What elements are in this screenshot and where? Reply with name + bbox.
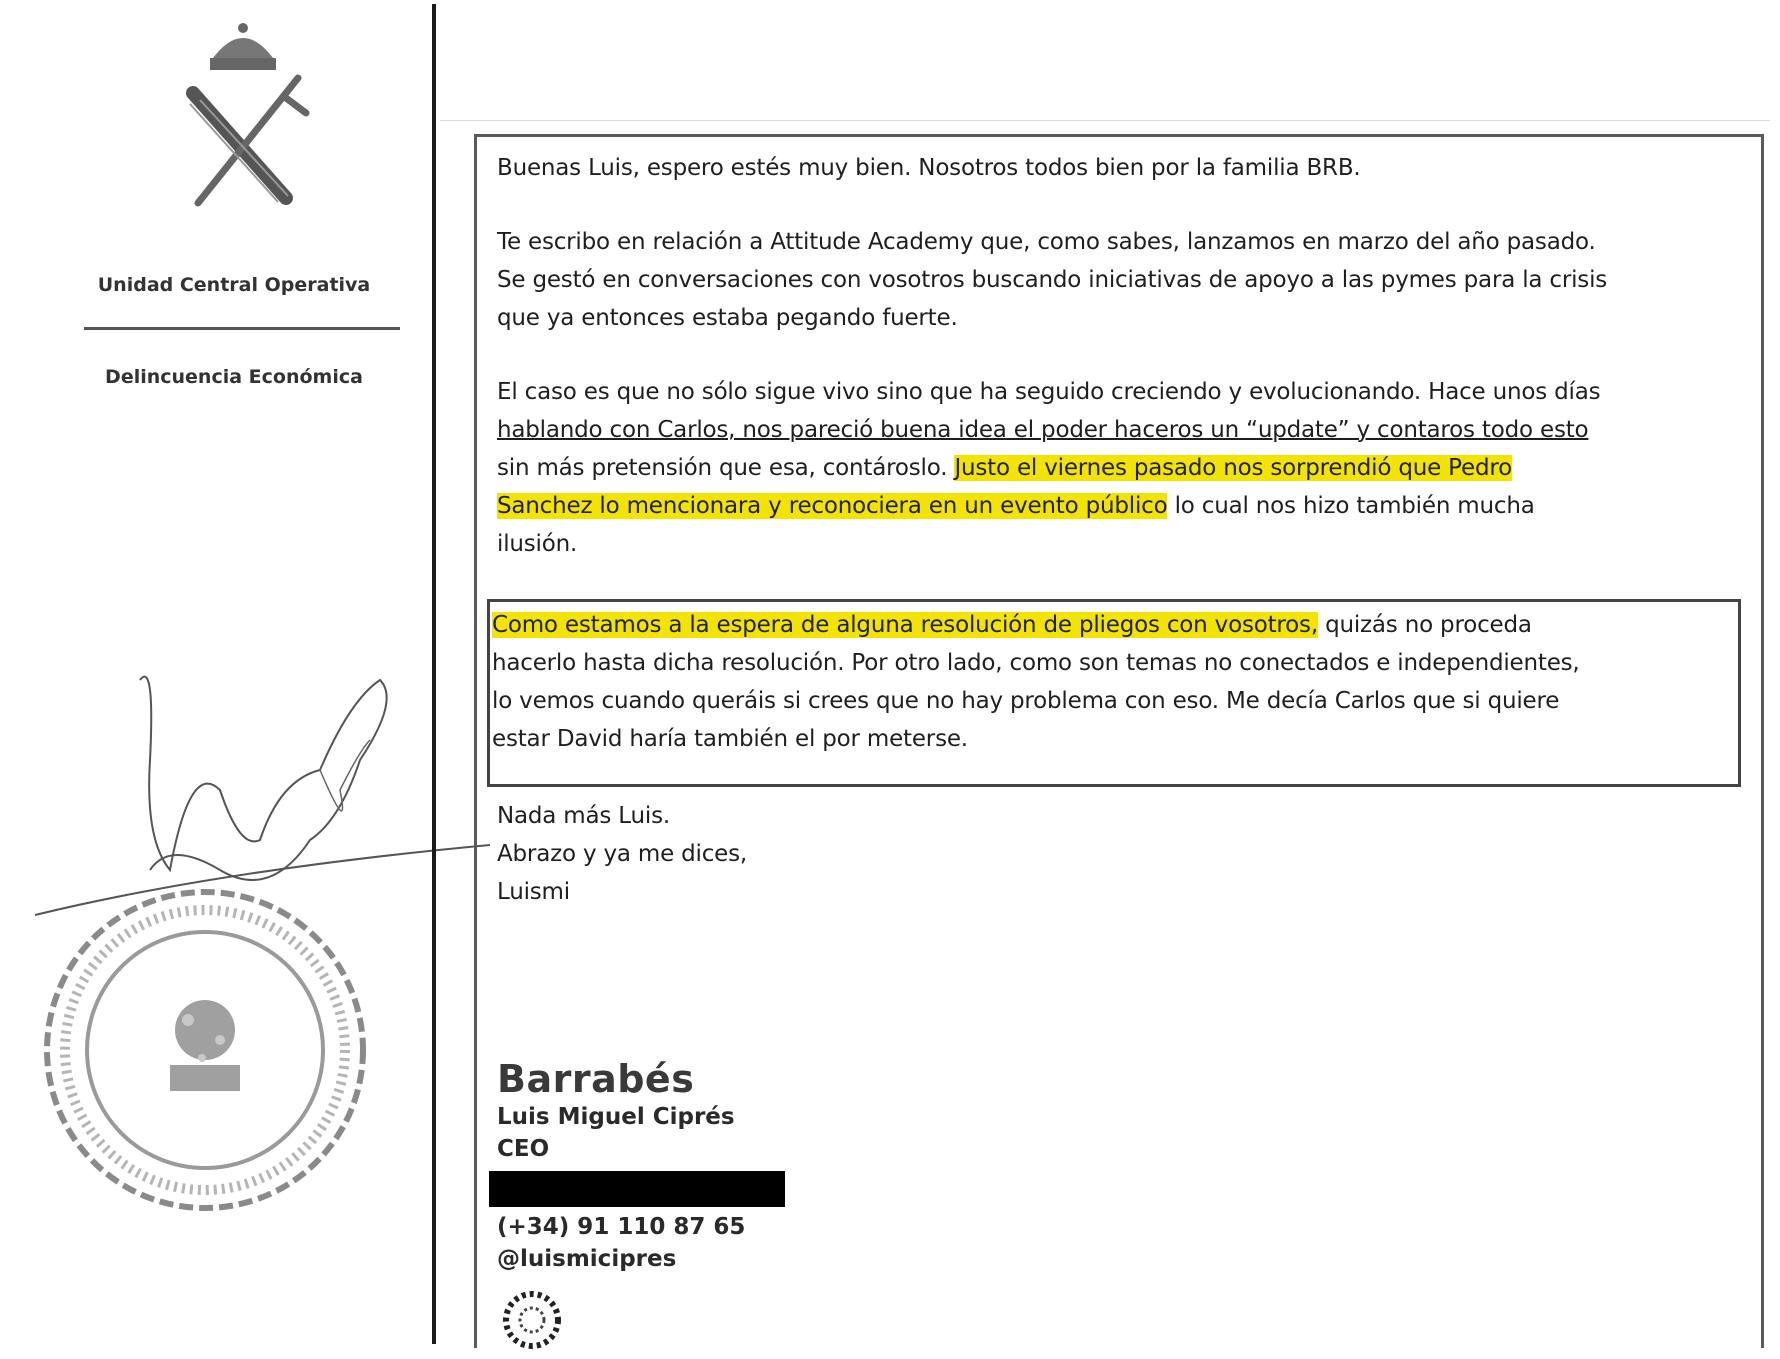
company-brand: Barrabés	[497, 1057, 695, 1101]
signer-name: Luis Miguel Ciprés	[497, 1104, 735, 1130]
update-text: lo cual nos hizo también mucha	[1174, 493, 1535, 519]
page-rule	[440, 120, 1770, 121]
signer-role: CEO	[497, 1136, 550, 1162]
closing	[497, 797, 747, 911]
redaction-bar	[489, 1171, 785, 1207]
boxed-line: hacerlo hasta dicha resolución. Por otro lado, como son temas no conectados e independientes,	[492, 650, 1580, 676]
update-line	[497, 449, 1600, 487]
email-body-box	[474, 134, 1764, 1348]
social-handle: @luismicipres	[497, 1246, 677, 1272]
boxed-paragraph	[487, 599, 1741, 787]
boxed-line	[492, 606, 1580, 644]
highlighted-text: Como estamos a la espera de alguna resolución de pliegos con vosotros,	[492, 612, 1318, 638]
email-signature	[497, 1057, 785, 1359]
update-line: El caso es que no sólo sigue vivo sino que ha seguido creciendo y evolucionando. Hace unos días	[497, 379, 1601, 405]
margin-line	[432, 4, 436, 1344]
highlighted-text: Justo el viernes pasado nos sorprendió que Pedro	[954, 455, 1512, 481]
boxed-text-rest: quizás no proceda	[1317, 612, 1532, 638]
intro-line: Te escribo en relación a Attitude Academy que, como sabes, lanzamos en marzo del año pasado.	[497, 229, 1596, 255]
unit-subtitle: Delincuencia Económica	[105, 366, 363, 388]
closing-line: Nada más Luis.	[497, 803, 670, 829]
boxed-line: lo vemos cuando queráis si crees que no hay problema con eso. Me decía Carlos que si quiere	[492, 688, 1560, 714]
divider	[84, 327, 400, 330]
update-line: ilusión.	[497, 531, 578, 557]
highlighted-text: Sanchez lo mencionara y reconociera en un evento público	[497, 493, 1168, 519]
intro-line: Se gestó en conversaciones con vosotros buscando iniciativas de apoyo a las pymes para la crisis	[497, 267, 1608, 293]
official-seal-stamp	[30, 880, 380, 1220]
closing-line: Luismi	[497, 879, 570, 905]
guardia-civil-emblem	[168, 18, 318, 218]
update-text: sin más pretensión que esa, contároslo.	[497, 455, 948, 481]
closing-line: Abrazo y ya me dices,	[497, 841, 748, 867]
unit-title: Unidad Central Operativa	[97, 274, 371, 296]
letterhead-sidebar	[0, 0, 428, 1348]
company-logo-icon	[497, 1285, 567, 1355]
underlined-line: hablando con Carlos, nos pareció buena idea el poder haceros un “update” y contaros todo esto	[497, 417, 1589, 443]
boxed-line: estar David haría también el por meterse.	[492, 726, 968, 752]
greeting: Buenas Luis, espero estés muy bien. Nosotros todos bien por la familia BRB.	[497, 155, 1361, 181]
phone-number: (+34) 91 110 87 65	[497, 1214, 746, 1240]
update-paragraph	[497, 373, 1600, 563]
intro-paragraph	[497, 223, 1607, 337]
update-line	[497, 487, 1600, 525]
intro-line: que ya entonces estaba pegando fuerte.	[497, 305, 958, 331]
boxed-text	[492, 606, 1580, 758]
